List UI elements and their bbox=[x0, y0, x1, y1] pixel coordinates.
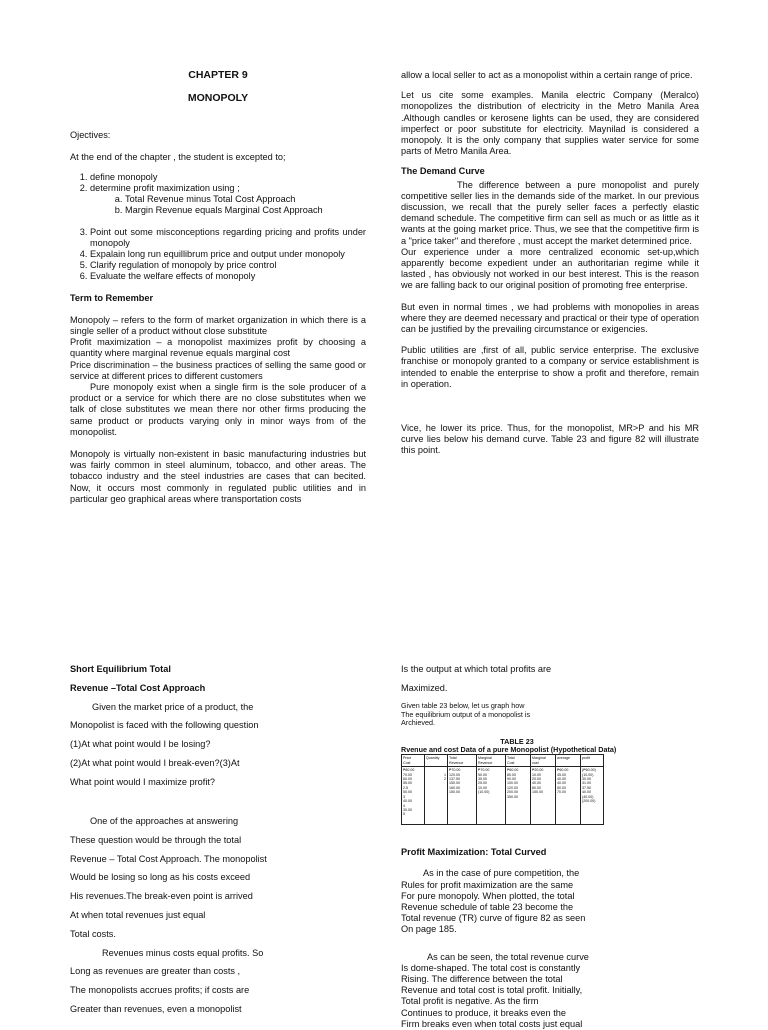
chapter-title: CHAPTER 9 bbox=[188, 69, 248, 81]
text-line: Is the output at which total profits are bbox=[401, 664, 552, 674]
objective-item: 4. Expalain long run equillibrum price and output under monopoly bbox=[90, 249, 366, 260]
text-line: Monopolist is faced with the following question bbox=[70, 720, 259, 731]
experience-paragraph: Our experience under a more centralized economic set-up,which apparently become expedient under an authoritarian regime while it lasted , has obviously not worked in our best interest. This is the reason we are falling back to our original position of promoting free enterprise. bbox=[401, 246, 699, 291]
text-line: Maximized. bbox=[401, 683, 448, 694]
text-line: As in the case of pure competition, the bbox=[423, 868, 580, 879]
objectives-label: Ojectives: bbox=[70, 130, 111, 141]
table-header-cell: Marginal Revenue bbox=[477, 755, 506, 767]
text-line: Continues to produce, it breaks even the bbox=[401, 1007, 566, 1018]
chapter-subtitle: MONOPOLY bbox=[187, 92, 249, 105]
text-line: These question would be through the total bbox=[70, 834, 242, 845]
objectives-list-cont bbox=[70, 227, 366, 283]
table-header-cell: Quantity bbox=[425, 755, 448, 767]
objective-item: 5. Clarify regulation of monopoly by price control bbox=[90, 260, 366, 271]
table-cell: ₱20.00 10.00 20.00 40.00 80.00 150.00 bbox=[531, 767, 556, 825]
objective-item: 2. determine profit maximization using ; a. Total Revenue minus Total Cost Approach b. Margin Revenue equals Marginal Cost Approach bbox=[90, 183, 366, 217]
text-line: Revenue and total cost is total profit. Initially, bbox=[401, 985, 583, 996]
text-line: The monopolists accrues profits; if costs are bbox=[70, 985, 250, 996]
table-intro: Given table 23 below, let us graph how The equilibrium output of a monopolist is Archieved. bbox=[401, 701, 531, 728]
demand-curve-paragraph: The difference between a pure monopolist and purely competitive seller lies in the demands side of the market. In our previous discussion, we recall that the purely seller faces a perfectly elastic demand schedule. The competitive firm can sell as much or as little as it wants at the going market price. Thus, we see that the competitive firm is a "price taker" and therefore , must accept the market determined price. bbox=[401, 179, 699, 246]
objective-subitem: b. Margin Revenue equals Marginal Cost Approach bbox=[125, 205, 366, 216]
text-line: Greater than revenues, even a monopolist bbox=[70, 1003, 242, 1014]
left-column-bottom bbox=[70, 664, 366, 1023]
text-line: Would be losing so long as his costs exceed bbox=[70, 872, 251, 883]
text-line: Revenues minus costs equal profits. So bbox=[102, 947, 264, 958]
text-line: As can be seen, the total revenue curve bbox=[427, 951, 589, 962]
text-line: Total revenue (TR) curve of figure 82 as seen bbox=[401, 913, 586, 924]
table-header-cell: profit bbox=[581, 755, 604, 767]
profit-max-text bbox=[401, 868, 699, 935]
local-seller-paragraph: allow a local seller to act as a monopolist within a certain range of price. bbox=[401, 70, 693, 80]
demand-curve-heading: The Demand Curve bbox=[401, 166, 485, 177]
text-line: One of the approaches at answering bbox=[90, 815, 239, 826]
table-header-cell: average bbox=[556, 755, 581, 767]
profit-max-heading: Profit Maximization: Total Curved bbox=[401, 847, 547, 858]
section-heading-1: Short Equilibrium Total bbox=[70, 664, 171, 674]
text-line: Given the market price of a product, the bbox=[92, 701, 254, 712]
table-cell: (₱60.00) (10.00) 30.00 31.00 37.50 40.00 (40.00) (200.00) bbox=[581, 767, 604, 825]
monopoly-paragraph: Monopoly is virtually non-existent in basic manufacturing industries but was fairly common in steel aluminum, tobacco, and other areas. The tobacco industry and the steel industries are cases that can becited. Now, it occurs most commonly in regulated public utilities and in particular geo graphical areas where transportation costs bbox=[70, 449, 366, 504]
text-line: Total costs. bbox=[70, 928, 116, 939]
right-column-bottom bbox=[401, 664, 699, 1030]
text-line: Revenue schedule of table 23 become the bbox=[401, 902, 574, 913]
table-cell: ₱70.00 50.00 35.00 25.00 10.00 (10.00) bbox=[477, 767, 506, 825]
term-profit-maximization: Profit maximization – a monopolist maximizes profit by choosing a quantity where marginal revenue equals marginal cost bbox=[70, 337, 366, 359]
text-line: On page 185. bbox=[401, 924, 457, 935]
table-cell: ₱60.00 45.00 40.00 40.00 50.00 70.00 bbox=[556, 767, 581, 825]
table-caption: Rvenue and cost Data of a pure Monopolist (Hypothetical Data) bbox=[401, 745, 617, 755]
text-line: For pure monopoly. When plotted, the total bbox=[401, 890, 575, 901]
table-cell: ₱80.00 70.00 60.00 55.00 2.5 50.00 3 40.00 4 30.00 5 bbox=[402, 767, 425, 825]
right-column-top bbox=[401, 70, 699, 457]
table-header-cell: Total Revenue bbox=[448, 755, 477, 767]
text-line: (1)At what point would I be losing? bbox=[70, 739, 211, 750]
objective-item: 6. Evaluate the welfare effects of monopoly bbox=[90, 271, 366, 282]
table-header-cell: Total Cost bbox=[506, 755, 531, 767]
table-header-row bbox=[402, 755, 604, 767]
text-line: Is dome-shaped. The total cost is constantly bbox=[401, 962, 581, 973]
text-line: Firm breaks even when total costs just equal bbox=[401, 1018, 583, 1029]
table-header-cell: Marginal cost bbox=[531, 755, 556, 767]
text-line: Total profit is negative. As the firm bbox=[401, 996, 539, 1007]
table-header-cell: Price Cost bbox=[402, 755, 425, 767]
section-heading-2: Revenue –Total Cost Approach bbox=[70, 682, 206, 693]
objectives-intro: At the end of the chapter , the student is excepted to; bbox=[70, 151, 286, 162]
objective-subitem: a. Total Revenue minus Total Cost Approach bbox=[125, 194, 366, 205]
text-line: Revenue – Total Cost Approach. The monopolist bbox=[70, 853, 267, 864]
table-row bbox=[402, 767, 604, 825]
public-utilities-paragraph: Public utilities are ,first of all, public service enterprise. The exclusive franchise or monopoly granted to a company or service establishment is intended to enable the enterprise to show a profit and therefore, remain in operation. bbox=[401, 345, 699, 389]
examples-paragraph: Let us cite some examples. Manila electric Company (Meralco) monopolizes the distribution of electricity in the Metro Manila Area .Although candles or kerosene lights can be used, they are considered imperfect or poor substitute for electricity. Maynilad is considered a monopoly. It is the only company that supplies water service for some parts of Metro Manila Area. bbox=[401, 90, 699, 157]
table-cell: 1 2 bbox=[425, 767, 448, 825]
objectives-list bbox=[70, 172, 366, 217]
left-column-top bbox=[70, 70, 366, 505]
term-price-discrimination: Price discrimination – the business practices of selling the same good or service at different prices to different customers bbox=[70, 359, 366, 381]
text-line: Long as revenues are greater than costs , bbox=[70, 966, 241, 977]
term-pure-monopoly: Pure monopoly exist when a single firm is the sole producer of a product or a service for which there are no close substitutes when we talk of close substitutes we mean there nor other firms producing the same product or products varying only in minor ways from of the monopolist. bbox=[70, 382, 366, 437]
text-line: At when total revenues just equal bbox=[70, 909, 206, 920]
objective-item: 1. define monopoly bbox=[90, 172, 366, 183]
table-title: TABLE 23 bbox=[500, 736, 534, 746]
text-line: What point would I maximize profit? bbox=[70, 776, 216, 787]
objective-sublist bbox=[90, 194, 366, 216]
table-cell: ₱70.00 120.00 137.50 150.00 160.00 150.00 bbox=[448, 767, 477, 825]
total-revenue-text bbox=[401, 952, 699, 1030]
term-monopoly: Monopoly – refers to the form of market organization in which there is a single seller of a product without close substitute bbox=[70, 314, 366, 337]
normal-times-paragraph: But even in normal times , we had problems with monopolies in areas where they are deemed necessary and practical or their type of operation can be justified by the prevailing circumstance or exigencies. bbox=[401, 301, 699, 335]
objective-item: 3. Point out some misconceptions regarding pricing and profits under monopoly bbox=[90, 227, 366, 249]
table-cell: ₱60.00 80.00 90.00 100.00 120.00 200.00 350.00 bbox=[506, 767, 531, 825]
table-23 bbox=[401, 754, 604, 825]
text-line: Rules for profit maximization are the same bbox=[401, 879, 574, 890]
vice-paragraph: Vice, he lower its price. Thus, for the monopolist, MR>P and his MR curve lies below his demand curve. Table 23 and figure 82 will illustrate this point. bbox=[401, 423, 699, 456]
text-line: (2)At what point would I break-even?(3)At bbox=[70, 757, 240, 768]
terms-heading: Term to Remember bbox=[70, 292, 154, 303]
text-line: His revenues.The break-even point is arrived bbox=[70, 891, 253, 902]
text-line: Rising. The difference between the total bbox=[401, 974, 563, 985]
